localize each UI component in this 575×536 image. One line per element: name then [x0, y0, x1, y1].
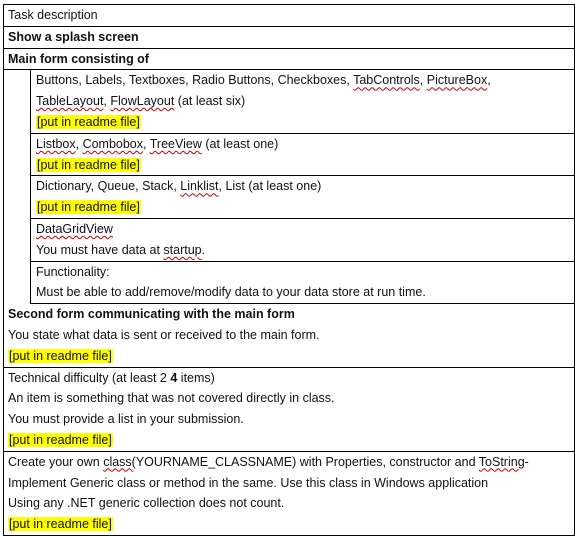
technical-line-2: An item is something that was not covered directly in class. — [8, 391, 335, 406]
readme-highlight: [put in readme file] — [9, 348, 112, 363]
controls-row — [30, 70, 574, 133]
second-form-text: You state what data is sent or received to the main form. — [8, 327, 320, 342]
main-form-cell: Main form consisting of — [8, 51, 149, 66]
functionality-text: Must be able to add/remove/modify data to your data store at run time. — [36, 285, 426, 300]
lists-row — [30, 134, 574, 177]
datagrid-line-2: You must have data at startup. — [36, 242, 206, 257]
header-row — [4, 5, 574, 27]
readme-highlight: [put in readme file] — [37, 200, 140, 215]
own-class-row — [4, 452, 574, 536]
datagrid-row — [30, 219, 574, 262]
second-form-row — [4, 304, 574, 367]
splash-cell: Show a splash screen — [8, 29, 139, 44]
collections-readme — [31, 197, 574, 218]
lists-line-1: Listbox, Combobox, TreeView (at least one) — [36, 136, 279, 151]
task-table — [3, 4, 575, 536]
controls-line-2: TableLayout, FlowLayout (at least six) — [36, 94, 246, 109]
technical-readme — [4, 430, 574, 451]
functionality-title: Functionality: — [36, 264, 110, 279]
own-class-readme — [4, 514, 574, 535]
header-cell: Task description — [8, 8, 98, 22]
functionality-row — [30, 262, 574, 305]
own-class-line-3: Using any .NET generic collection does not count. — [8, 496, 285, 511]
technical-title: Technical difficulty (at least 2 4 items) — [8, 370, 215, 385]
technical-line-3: You must provide a list in your submission. — [8, 412, 244, 427]
readme-highlight: [put in readme file] — [37, 114, 140, 129]
second-form-title: Second form communicating with the main form — [8, 307, 295, 322]
main-form-row — [4, 49, 574, 71]
datagrid-line-1: DataGridView — [36, 221, 113, 236]
readme-highlight: [put in readme file] — [37, 157, 140, 172]
own-class-line-1: Create your own class(YOURNAME_CLASSNAME) with Properties, constructor and ToString- — [8, 454, 529, 469]
collections-row — [30, 176, 574, 219]
second-form-readme — [4, 346, 574, 367]
own-class-line-2: Implement Generic class or method in the same. Use this class in Windows application — [8, 475, 489, 490]
splash-row — [4, 27, 574, 49]
readme-highlight: [put in readme file] — [9, 517, 112, 532]
readme-highlight: [put in readme file] — [9, 432, 112, 447]
lists-readme — [31, 155, 574, 176]
controls-line-1: Buttons, Labels, Textboxes, Radio Buttons, Checkboxes, TabControls, PictureBox, — [36, 73, 491, 88]
collections-line-1: Dictionary, Queue, Stack, Linklist, List (at least one) — [36, 179, 322, 194]
technical-row — [4, 368, 574, 452]
controls-readme — [31, 112, 574, 133]
